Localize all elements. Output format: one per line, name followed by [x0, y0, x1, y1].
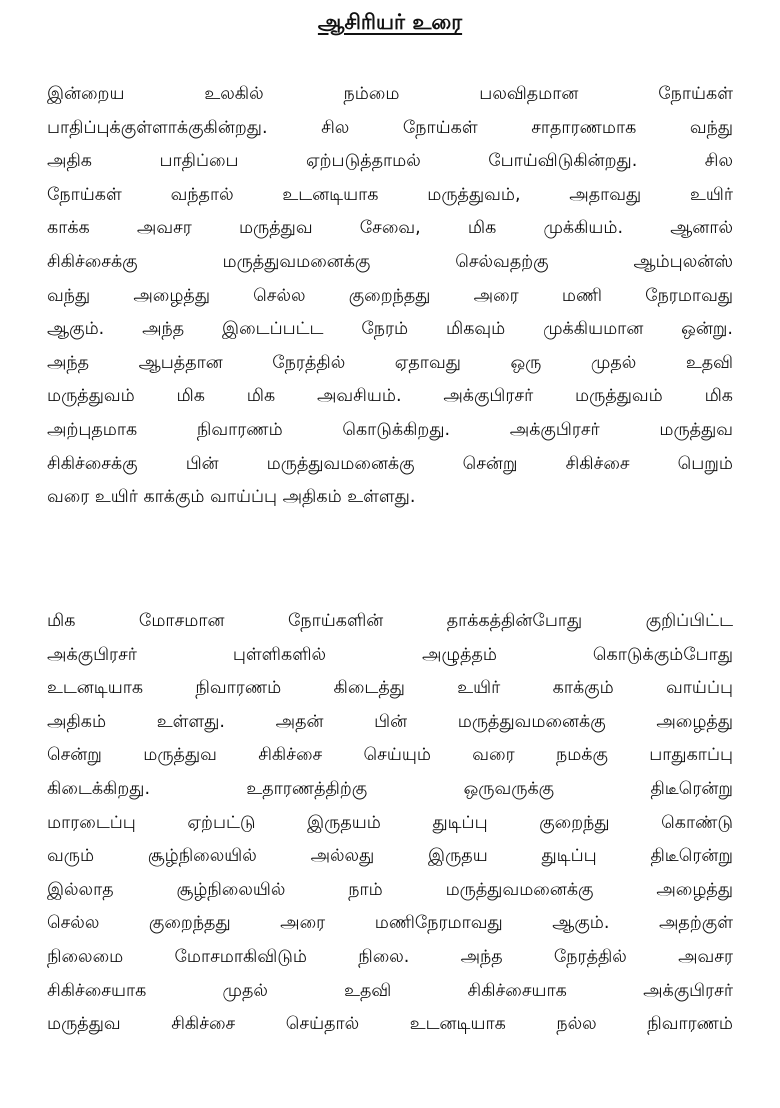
paragraph-line: அதிக பாதிப்பை ஏற்படுத்தாமல் போய்விடுகின்றது. சில: [47, 151, 733, 172]
paragraph-line: சிகிச்சைக்கு மருத்துவமனைக்கு செல்வதற்கு ஆம்புலன்ஸ்: [47, 251, 733, 272]
page-title: [0, 4, 780, 40]
paragraph-line: மருத்துவ சிகிச்சை செய்தால் உடனடியாக நல்ல நிவாரணம்: [47, 1014, 733, 1035]
paragraph-line: மிக மோசமான நோய்களின் தாக்கத்தின்போது குறிப்பிட்ட: [47, 611, 733, 631]
paragraph-line: சென்று மருத்துவ சிகிச்சை செய்யும் வரை நமக்கு பாதுகாப்பு: [47, 745, 733, 766]
paragraph-line: அற்புதமாக நிவாரணம் கொடுக்கிறது. அக்குபிரசர் மருத்துவ: [47, 419, 733, 440]
paragraph-line: இல்லாத சூழ்நிலையில் நாம் மருத்துவமனைக்கு அழைத்து: [47, 879, 733, 900]
paragraph-line: காக்க அவசர மருத்துவ சேவை, மிக முக்கியம். ஆனால்: [47, 218, 733, 239]
paragraph-line: அந்த ஆபத்தான நேரத்தில் ஏதாவது ஒரு முதல் உதவி: [47, 352, 733, 373]
paragraph-line: பாதிப்புக்குள்ளாக்குகின்றது. சில நோய்கள் சாதாரணமாக வந்து: [47, 117, 733, 138]
paragraph-2: [47, 605, 733, 1042]
paragraph-line: ஆகும். அந்த இடைப்பட்ட நேரம் மிகவும் முக்கியமான ஒன்று.: [47, 319, 733, 340]
paragraph-line: நிலைமை மோசமாகிவிடும் நிலை. அந்த நேரத்தில் அவசர: [47, 946, 733, 967]
paragraph-line: நோய்கள் வந்தால் உடனடியாக மருத்துவம், அதாவது உயிர்: [47, 184, 733, 205]
paragraph-line: சிகிச்சைக்கு பின் மருத்துவமனைக்கு சென்று சிகிச்சை பெறும்: [47, 453, 733, 474]
paragraph-line: சிகிச்சையாக முதல் உதவி சிகிச்சையாக அக்குபிரசர்: [47, 980, 733, 1001]
paragraph-line: அக்குபிரசர் புள்ளிகளில் அழுத்தம் கொடுக்கும்போது: [47, 644, 733, 665]
paragraph-line: இன்றைய உலகில் நம்மை பலவிதமான நோய்கள்: [47, 84, 733, 104]
paragraph-line: உடனடியாக நிவாரணம் கிடைத்து உயிர் காக்கும் வாய்ப்பு: [47, 678, 733, 699]
paragraph-line: அதிகம் உள்ளது. அதன் பின் மருத்துவமனைக்கு அழைத்து: [47, 711, 733, 732]
paragraph-1: [47, 78, 733, 515]
paragraph-line: கிடைக்கிறது. உதாரணத்திற்கு ஒருவருக்கு திடீரென்று: [47, 778, 733, 799]
paragraph-line: வந்து அழைத்து செல்ல குறைந்தது அரை மணி நேரமாவது: [47, 285, 733, 306]
paragraph-line: செல்ல குறைந்தது அரை மணிநேரமாவது ஆகும். அதற்குள்: [47, 913, 733, 934]
paragraph-line: வரை உயிர் காக்கும் வாய்ப்பு அதிகம் உள்ளது.: [47, 487, 416, 508]
page-title-text: ஆசிரியர் உரை: [317, 10, 463, 34]
paragraph-line: வரும் சூழ்நிலையில் அல்லது இருதய துடிப்பு திடீரென்று: [47, 846, 733, 867]
paragraph-line: மருத்துவம் மிக மிக அவசியம். அக்குபிரசர் மருத்துவம் மிக: [47, 386, 733, 407]
paragraph-line: மாரடைப்பு ஏற்பட்டு இருதயம் துடிப்பு குறைந்து கொண்டு: [47, 812, 733, 833]
